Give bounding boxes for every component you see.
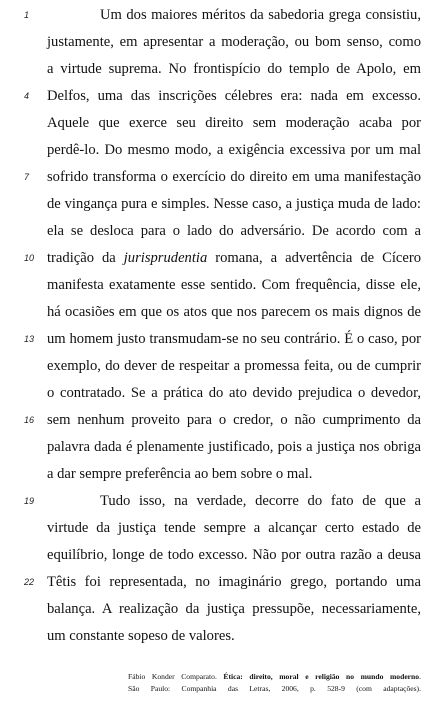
text-line: balança. A realização da justiça pressupõe, necessariamente, [47, 601, 421, 617]
italic-term: jurisprudentia [123, 250, 208, 266]
citation-author: Fábio Konder Comparato. [128, 672, 224, 681]
text-run: tradição da [47, 250, 124, 266]
line-number: 1 [24, 10, 30, 20]
text-line: um homem justo transmudam-se no seu contrário. É o caso, por [47, 331, 421, 347]
text-line [47, 249, 421, 267]
text-line: a dar sempre preferência ao bem sobre o mal. [47, 466, 313, 482]
text-line: Têtis foi representada, no imaginário grego, portando uma [47, 574, 421, 590]
text-line: palavra dada é plenamente justificado, pois a justiça nos obriga [47, 439, 421, 455]
text-line: manifesta exatamente esse sentido. Com frequência, disse ele, [47, 277, 421, 293]
citation-punct: . [419, 672, 421, 681]
text-line: a virtude suprema. No frontispício do templo de Apolo, em [47, 61, 421, 77]
citation-line: São Paulo: Companhia das Letras, 2006, p. 528-9 (com adaptações). [128, 684, 421, 693]
text-line: de vingança pura e simples. Nesse caso, a justiça muda de lado: [47, 196, 421, 212]
text-line: Tudo isso, na verdade, decorre do fato de que a [100, 493, 421, 509]
citation-line [128, 671, 421, 682]
text-line: ela se desloca para o lado do adversário. De acordo com a [47, 223, 421, 239]
line-number: 7 [24, 172, 30, 182]
line-number: 10 [24, 253, 35, 263]
text-line: Delfos, uma das inscrições célebres era: nada em excesso. [47, 88, 421, 104]
text-line: perdê-lo. Do mesmo modo, a exigência excessiva por um mal [47, 142, 421, 158]
citation-title: Ética: direito, moral e religião no mundo moderno [223, 672, 420, 681]
text-line: justamente, em apresentar a moderação, ou bom senso, como [47, 34, 421, 50]
line-number: 22 [24, 577, 35, 587]
text-run: romana, a advertência de Cícero [207, 250, 421, 266]
text-line: sem nenhum proveito para o credor, o não cumprimento da [47, 412, 421, 428]
text-line: virtude da justiça tende sempre a alcançar certo estado de [47, 520, 421, 536]
line-number: 16 [24, 415, 35, 425]
text-line: Aquele que exerce seu direito sem moderação acaba por [47, 115, 421, 131]
text-line: o contratado. Se a prática do ato devido prejudica o devedor, [47, 385, 421, 401]
line-number: 4 [24, 91, 30, 101]
text-line: sofrido transforma o exercício do direito em uma manifestação [47, 169, 421, 185]
line-number: 13 [24, 334, 35, 344]
text-line: Um dos maiores méritos da sabedoria grega consistiu, [100, 7, 421, 23]
text-line: há ocasiões em que os atos que nos parecem os mais dignos de [47, 304, 421, 320]
text-line: um constante sopeso de valores. [47, 628, 235, 644]
line-number: 19 [24, 496, 35, 506]
text-line: exemplo, do dever de respeitar a promessa feita, ou de cumprir [47, 358, 421, 374]
text-line: equilíbrio, longe de todo excesso. Não por outra razão a deusa [47, 547, 421, 563]
